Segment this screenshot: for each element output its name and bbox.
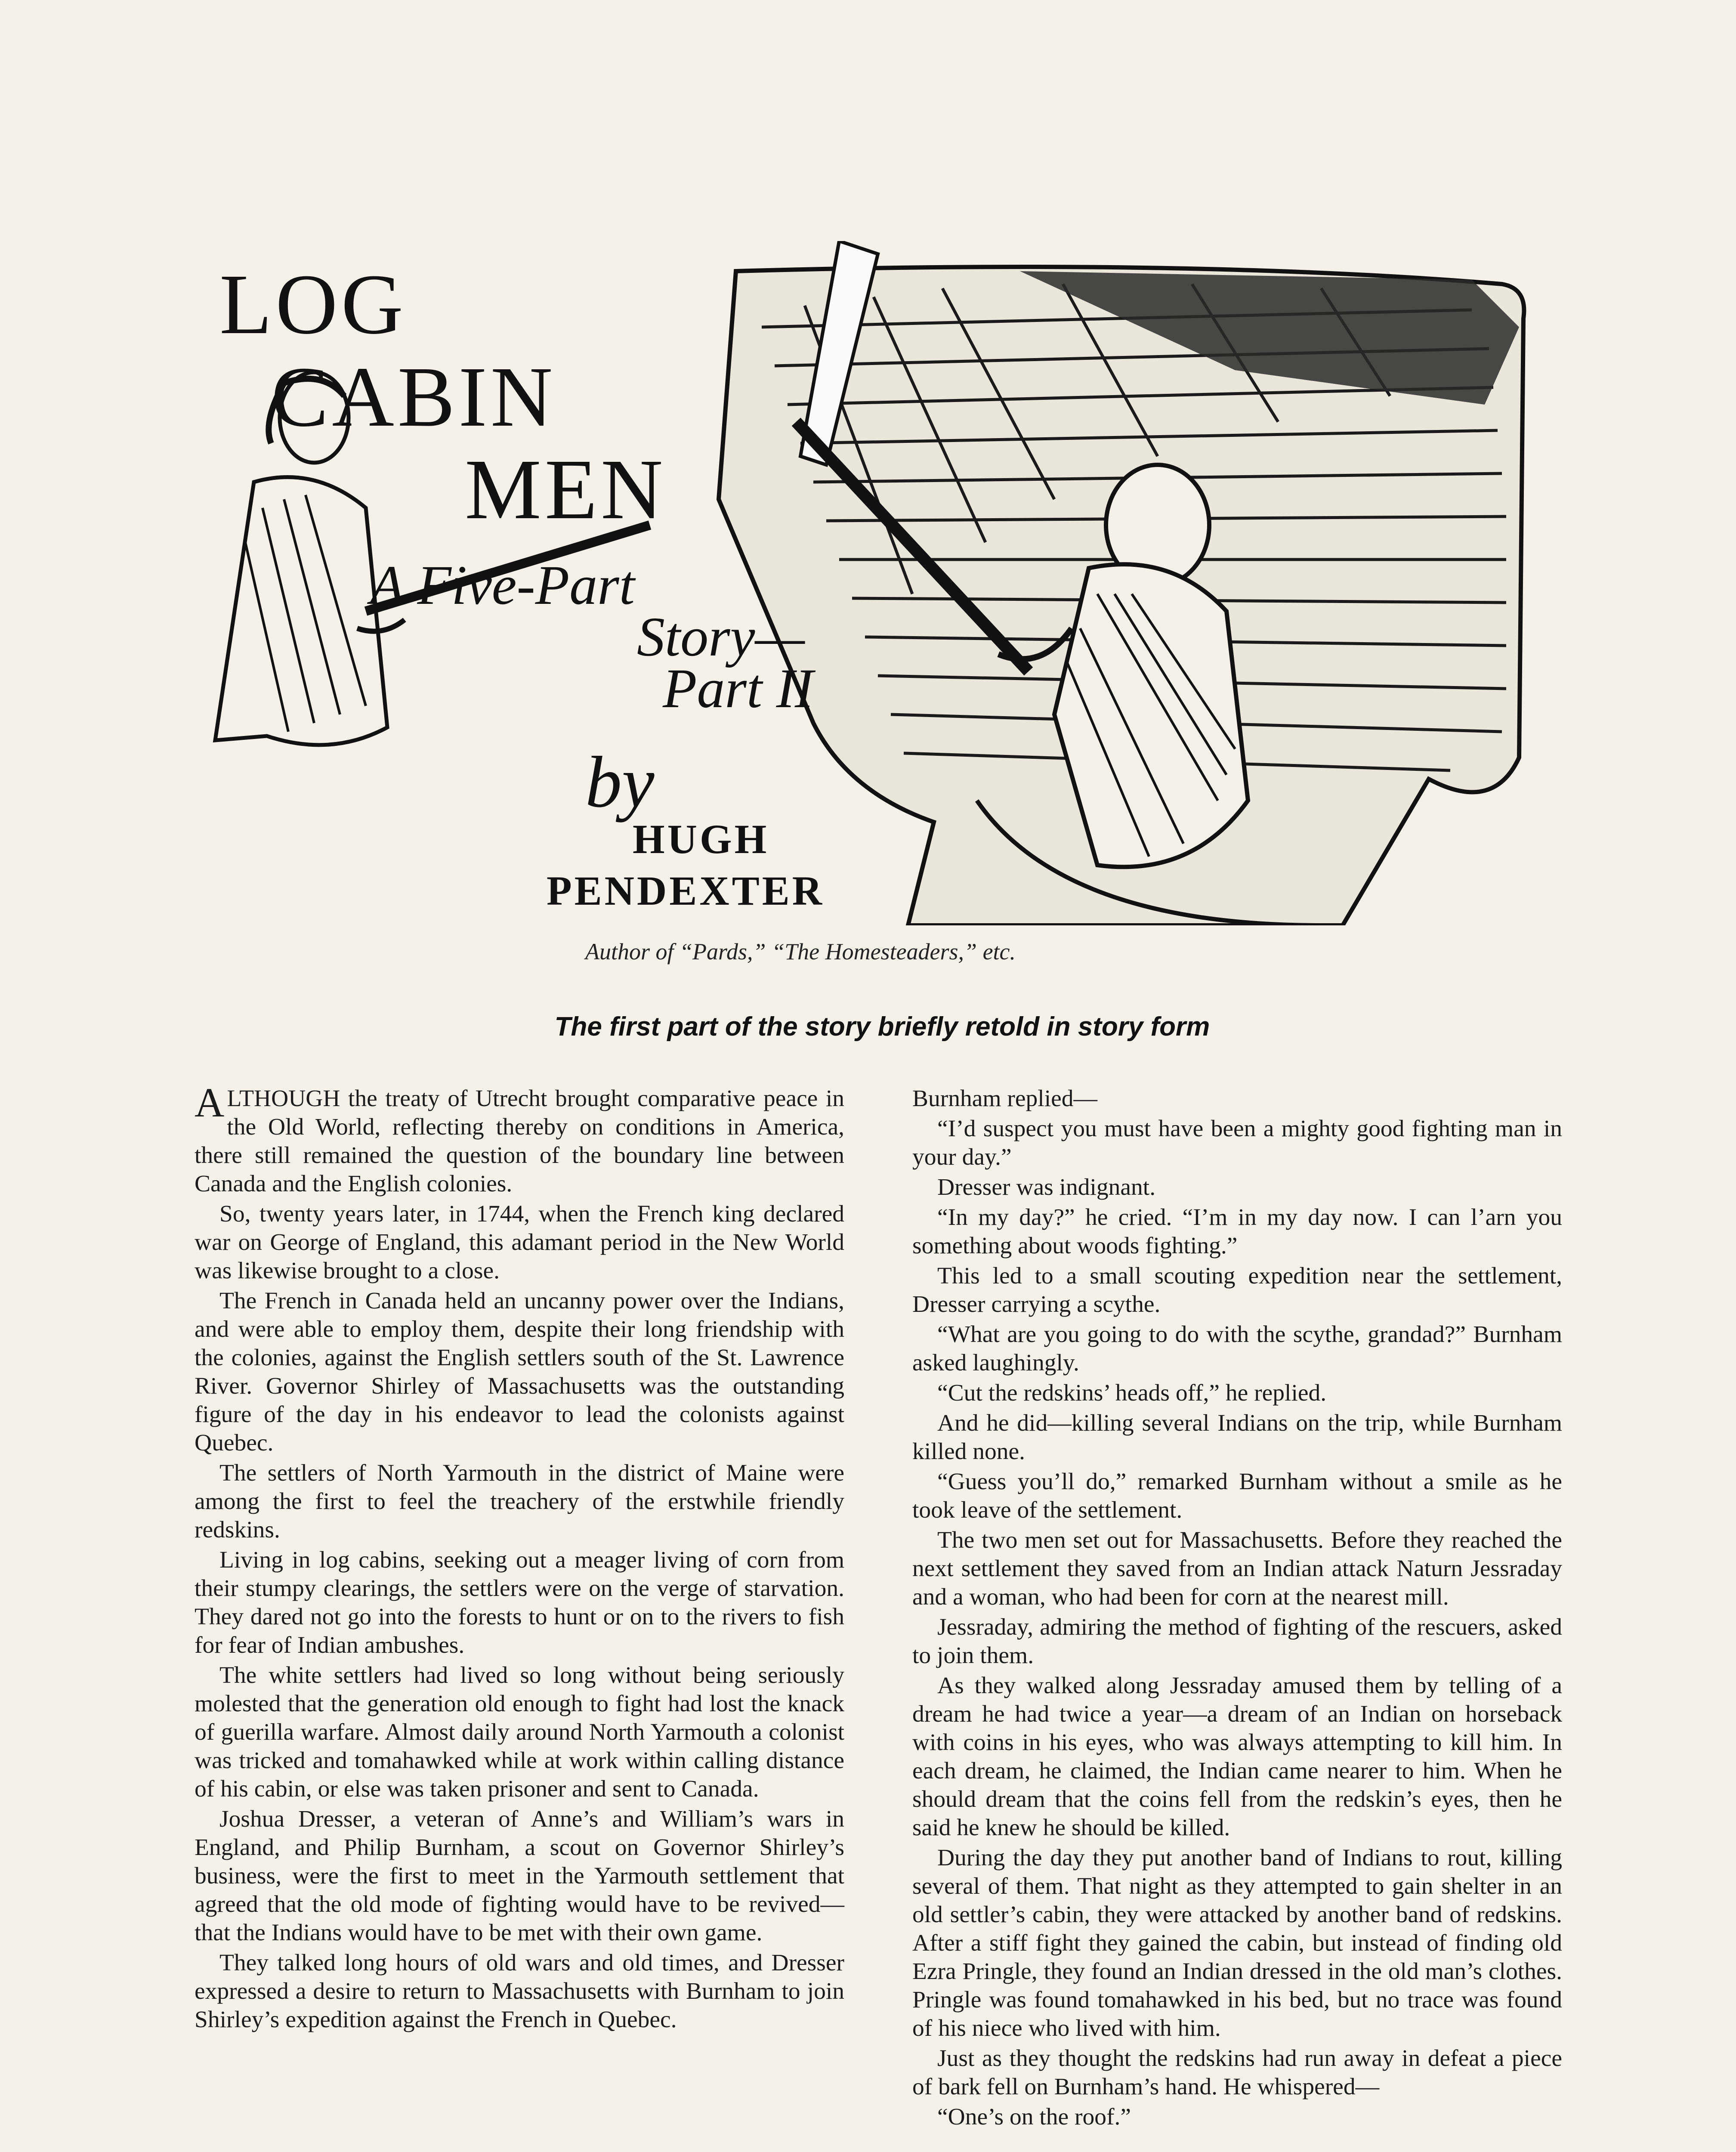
paragraph: So, twenty years later, in 1744, when the French king declared war on George of England, this adamant period in the New World was likewise brought to a close. xyxy=(195,1201,844,1284)
paragraph: “I’d suspect you must have been a mighty good fighting man in your day.” xyxy=(912,1116,1562,1170)
paragraph: And he did—killing several Indians on the trip, while Burnham killed none. xyxy=(912,1410,1562,1465)
story-title xyxy=(219,258,666,536)
title-line: CABIN xyxy=(271,349,556,445)
paragraph: Burnham replied— xyxy=(912,1085,1098,1112)
paragraph: Living in log cabins, seeking out a meager living of corn from their stumpy clearings, the settlers were on the verge of starvation. They dared not go into the forests to hunt or on to the rivers to fish for fear of Indian ambushes. xyxy=(195,1547,844,1658)
series-subtitle xyxy=(370,554,814,720)
paragraph: “One’s on the roof.” xyxy=(937,2104,1131,2130)
paragraph: “What are you going to do with the scythe, grandad?” Burnham asked laughingly. xyxy=(912,1321,1562,1376)
paragraph: Dresser was indignant. xyxy=(937,1174,1156,1200)
title-line: MEN xyxy=(465,442,667,537)
paragraph-text: LTHOUGH the treaty of Utrecht brought comparative peace in the Old World, reflecting thereby on conditions in America, there still remained the question of the boundary line between Canada and the English colonies. xyxy=(195,1085,844,1197)
byline-by: by xyxy=(585,742,655,822)
drop-cap: A xyxy=(195,1079,225,1125)
paragraph: The French in Canada held an uncanny power over the Indians, and were able to employ them, despite their long friendship with the colonies, against the English settlers south of the St. Lawrence River. Governor Shirley of Massachusetts was the outstanding figure of the day in his endeavor to lead the colonists against Quebec. xyxy=(195,1288,844,1456)
paragraph: Joshua Dresser, a veteran of Anne’s and William’s wars in England, and Philip Burnham, a scout on Governor Shirley’s business, were the first to meet in the Yarmouth settlement that agreed that the old mode of fighting would have to be revived—that the Indians would have to be met with their own game. xyxy=(195,1806,844,1946)
subtitle-line: Part II xyxy=(663,658,814,720)
paragraph: The white settlers had lived so long without being seriously molested that the generation old enough to fight had lost the knack of guerilla warfare. Almost daily around North Yarmouth a colonist was tricked and tomahawked while at work within calling distance of his cabin, or else was taken prisoner and sent to Canada. xyxy=(195,1662,844,1802)
paragraph: “Cut the redskins’ heads off,” he replied. xyxy=(937,1380,1327,1406)
paragraph: “In my day?” he cried. “I’m in my day now. I can l’arn you something about woods fighting.” xyxy=(912,1204,1562,1259)
text-column-left xyxy=(195,1079,844,2036)
paragraph: This led to a small scouting expedition near the settlement, Dresser carrying a scythe. xyxy=(912,1263,1562,1317)
synopsis-heading: The first part of the story briefly retold in story form xyxy=(554,1012,1210,1042)
author-line: PENDEXTER xyxy=(547,868,825,914)
subtitle-line: A Five-Part xyxy=(370,554,635,616)
paragraph: Jessraday, admiring the method of fighting of the rescuers, asked to join them. xyxy=(912,1614,1562,1669)
paragraph: The settlers of North Yarmouth in the district of Maine were among the first to feel the treachery of the erstwhile friendly redskins. xyxy=(195,1460,844,1543)
text-column-right xyxy=(912,1085,1562,2133)
paragraph xyxy=(195,1079,844,1198)
author-line: HUGH xyxy=(633,816,769,862)
paragraph: During the day they put another band of Indians to rout, killing several of them. That night as they attempted to gain shelter in an old settler’s cabin, they were attacked by another band of redskins. After a stiff fight they gained the cabin, but instead of finding old Ezra Pringle, they found an Indian dressed in the old man’s clothes. Pringle was found tomahawked in his bed, but no trace was found of his niece who lived with him. xyxy=(912,1845,1562,2041)
paragraph: The two men set out for Massachusetts. Before they reached the next settlement they saved from an Indian attack Naturn Jessraday and a woman, who had been for corn at the nearest mill. xyxy=(912,1527,1562,1610)
author-name xyxy=(547,813,825,917)
title-line: LOG xyxy=(219,257,407,352)
paragraph: Just as they thought the redskins had run away in defeat a piece of bark fell on Burnham’s hand. He whispered— xyxy=(912,2045,1562,2100)
subtitle-line: Story— xyxy=(637,606,805,668)
author-credits: Author of “Pards,” “The Homesteaders,” etc. xyxy=(585,939,1016,965)
paragraph: They talked long hours of old wars and old times, and Dresser expressed a desire to return to Massachusetts with Burnham to join Shirley’s expedition against the French in Quebec. xyxy=(195,1950,844,2033)
paragraph: “Guess you’ll do,” remarked Burnham without a smile as he took leave of the settlement. xyxy=(912,1469,1562,1523)
paragraph: As they walked along Jessraday amused them by telling of a dream he had twice a year—a dream of an Indian on horseback with coins in his eyes, who was always attempting to kill him. In each dream, he claimed, the Indian came nearer to him. When he should dream that the coins fell from the redskin’s eyes, then he said he knew he should be killed. xyxy=(912,1673,1562,1841)
